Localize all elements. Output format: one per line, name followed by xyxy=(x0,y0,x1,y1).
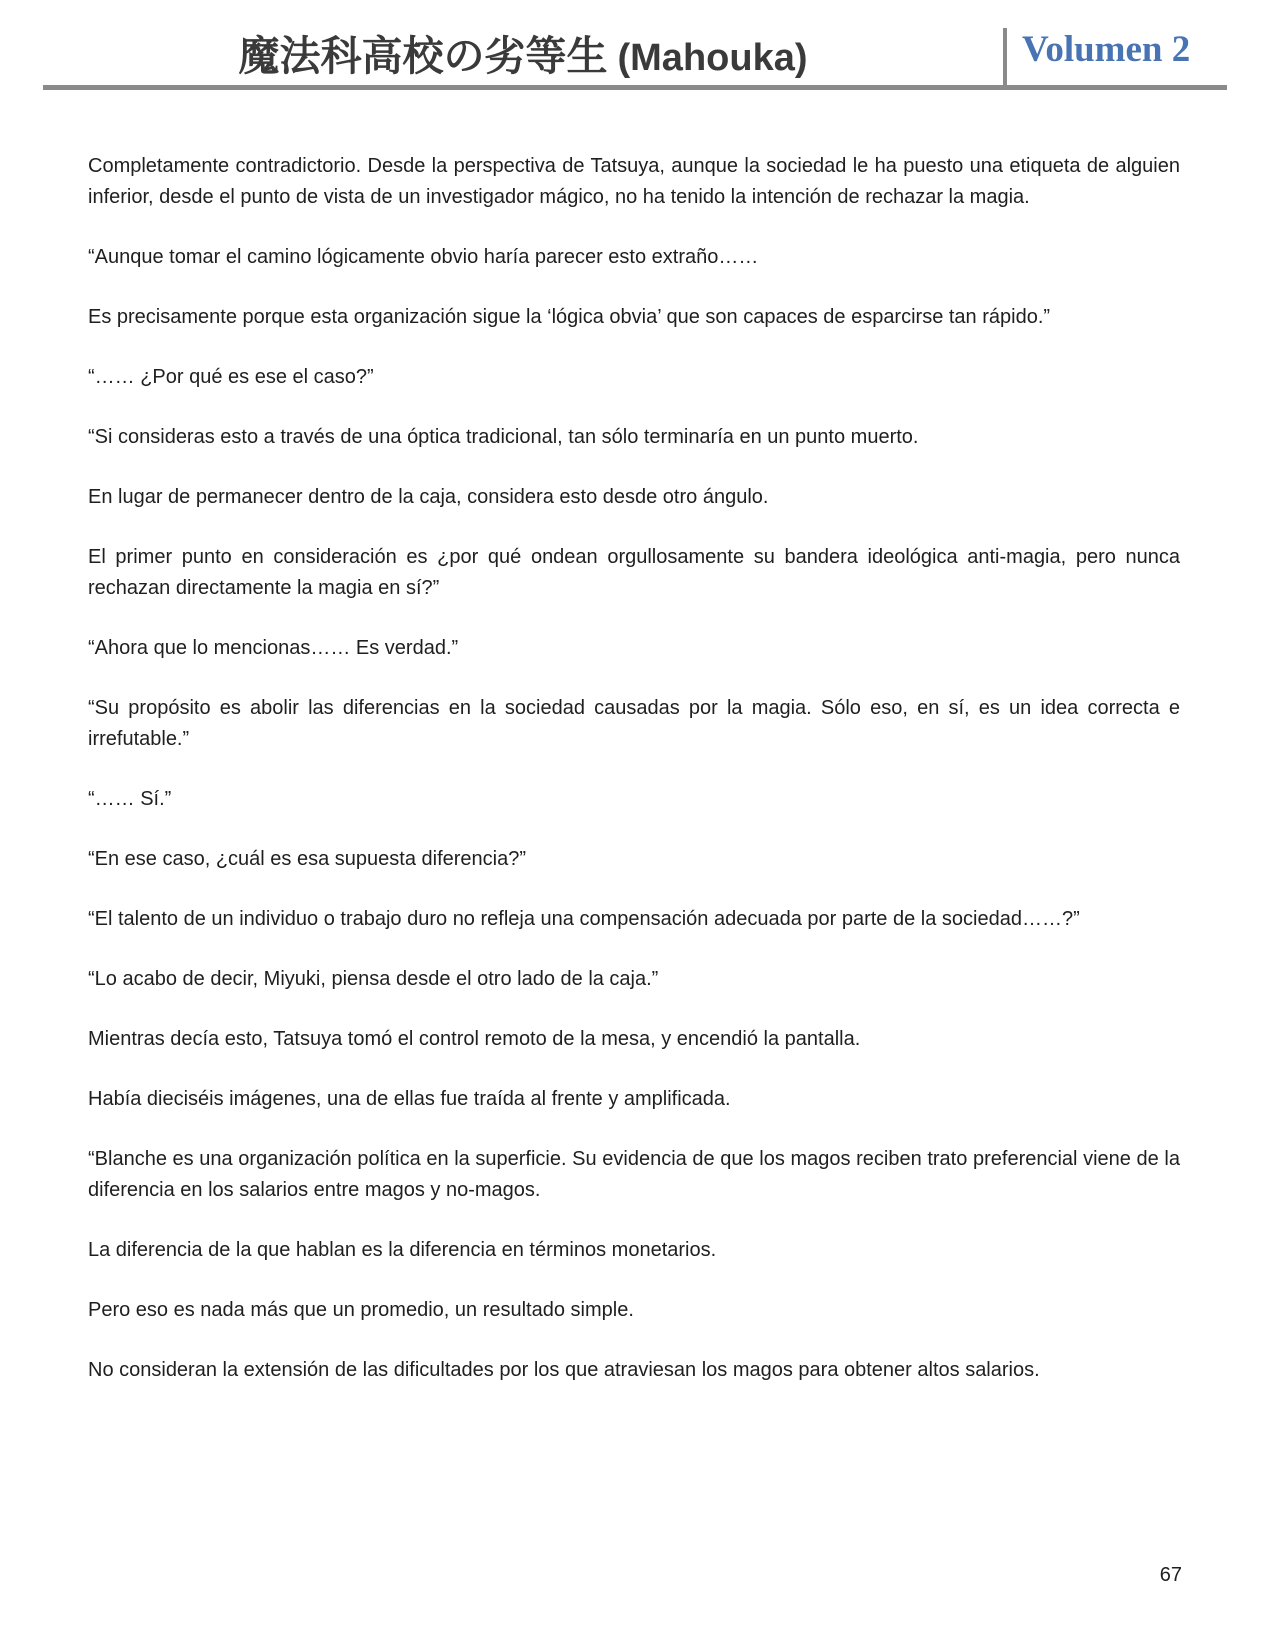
page-header xyxy=(43,0,1227,90)
page-number: 67 xyxy=(1159,1564,1182,1586)
paragraph: El primer punto en consideración es ¿por qué ondean orgullosamente su bandera ideológica anti-magia, pero nunca rechazan directamente la magia en sí?” xyxy=(88,546,1180,599)
document-title-romanized: (Mahouka) xyxy=(617,37,808,79)
document-title xyxy=(43,0,1003,85)
paragraph: “…… Sí.” xyxy=(88,788,172,810)
paragraph: La diferencia de la que hablan es la diferencia en términos monetarios. xyxy=(88,1239,717,1261)
paragraph: Es precisamente porque esta organización sigue la ‘lógica obvia’ que son capaces de esparcirse tan rápido.” xyxy=(88,306,1051,328)
paragraph: Completamente contradictorio. Desde la perspectiva de Tatsuya, aunque la sociedad le ha puesto una etiqueta de alguien inferior, desde el punto de vista de un investigador mágico, no ha tenido la intención de rechazar la magia. xyxy=(88,155,1180,208)
paragraph: Pero eso es nada más que un promedio, un resultado simple. xyxy=(88,1299,634,1321)
paragraph: No consideran la extensión de las dificultades por los que atraviesan los magos para obtener altos salarios. xyxy=(88,1359,1040,1381)
document-body xyxy=(88,151,1180,1415)
paragraph: “…… ¿Por qué es ese el caso?” xyxy=(88,366,374,388)
header-volume-cell xyxy=(1003,28,1227,85)
paragraph: En lugar de permanecer dentro de la caja, considera esto desde otro ángulo. xyxy=(88,486,769,508)
paragraph: “Blanche es una organización política en la superficie. Su evidencia de que los magos reciben trato preferencial viene de la diferencia en los salarios entre magos y no-magos. xyxy=(88,1148,1180,1201)
paragraph: Mientras decía esto, Tatsuya tomó el control remoto de la mesa, y encendió la pantalla. xyxy=(88,1028,861,1050)
volume-label: Volumen 2 xyxy=(1022,29,1191,70)
paragraph: “El talento de un individuo o trabajo duro no refleja una compensación adecuada por parte de la sociedad……?” xyxy=(88,908,1080,930)
paragraph: “Ahora que lo mencionas…… Es verdad.” xyxy=(88,637,459,659)
paragraph: “Lo acabo de decir, Miyuki, piensa desde el otro lado de la caja.” xyxy=(88,968,659,990)
paragraph: “Aunque tomar el camino lógicamente obvio haría parecer esto extraño…… xyxy=(88,246,759,268)
paragraph: “En ese caso, ¿cuál es esa supuesta diferencia?” xyxy=(88,848,527,870)
paragraph: “Si consideras esto a través de una óptica tradicional, tan sólo terminaría en un punto muerto. xyxy=(88,426,919,448)
document-title-japanese: 魔法科高校の劣等生 xyxy=(238,33,608,79)
paragraph: “Su propósito es abolir las diferencias en la sociedad causadas por la magia. Sólo eso, en sí, es un idea correcta e irrefutable.” xyxy=(88,697,1180,750)
paragraph: Había dieciséis imágenes, una de ellas fue traída al frente y amplificada. xyxy=(88,1088,731,1110)
